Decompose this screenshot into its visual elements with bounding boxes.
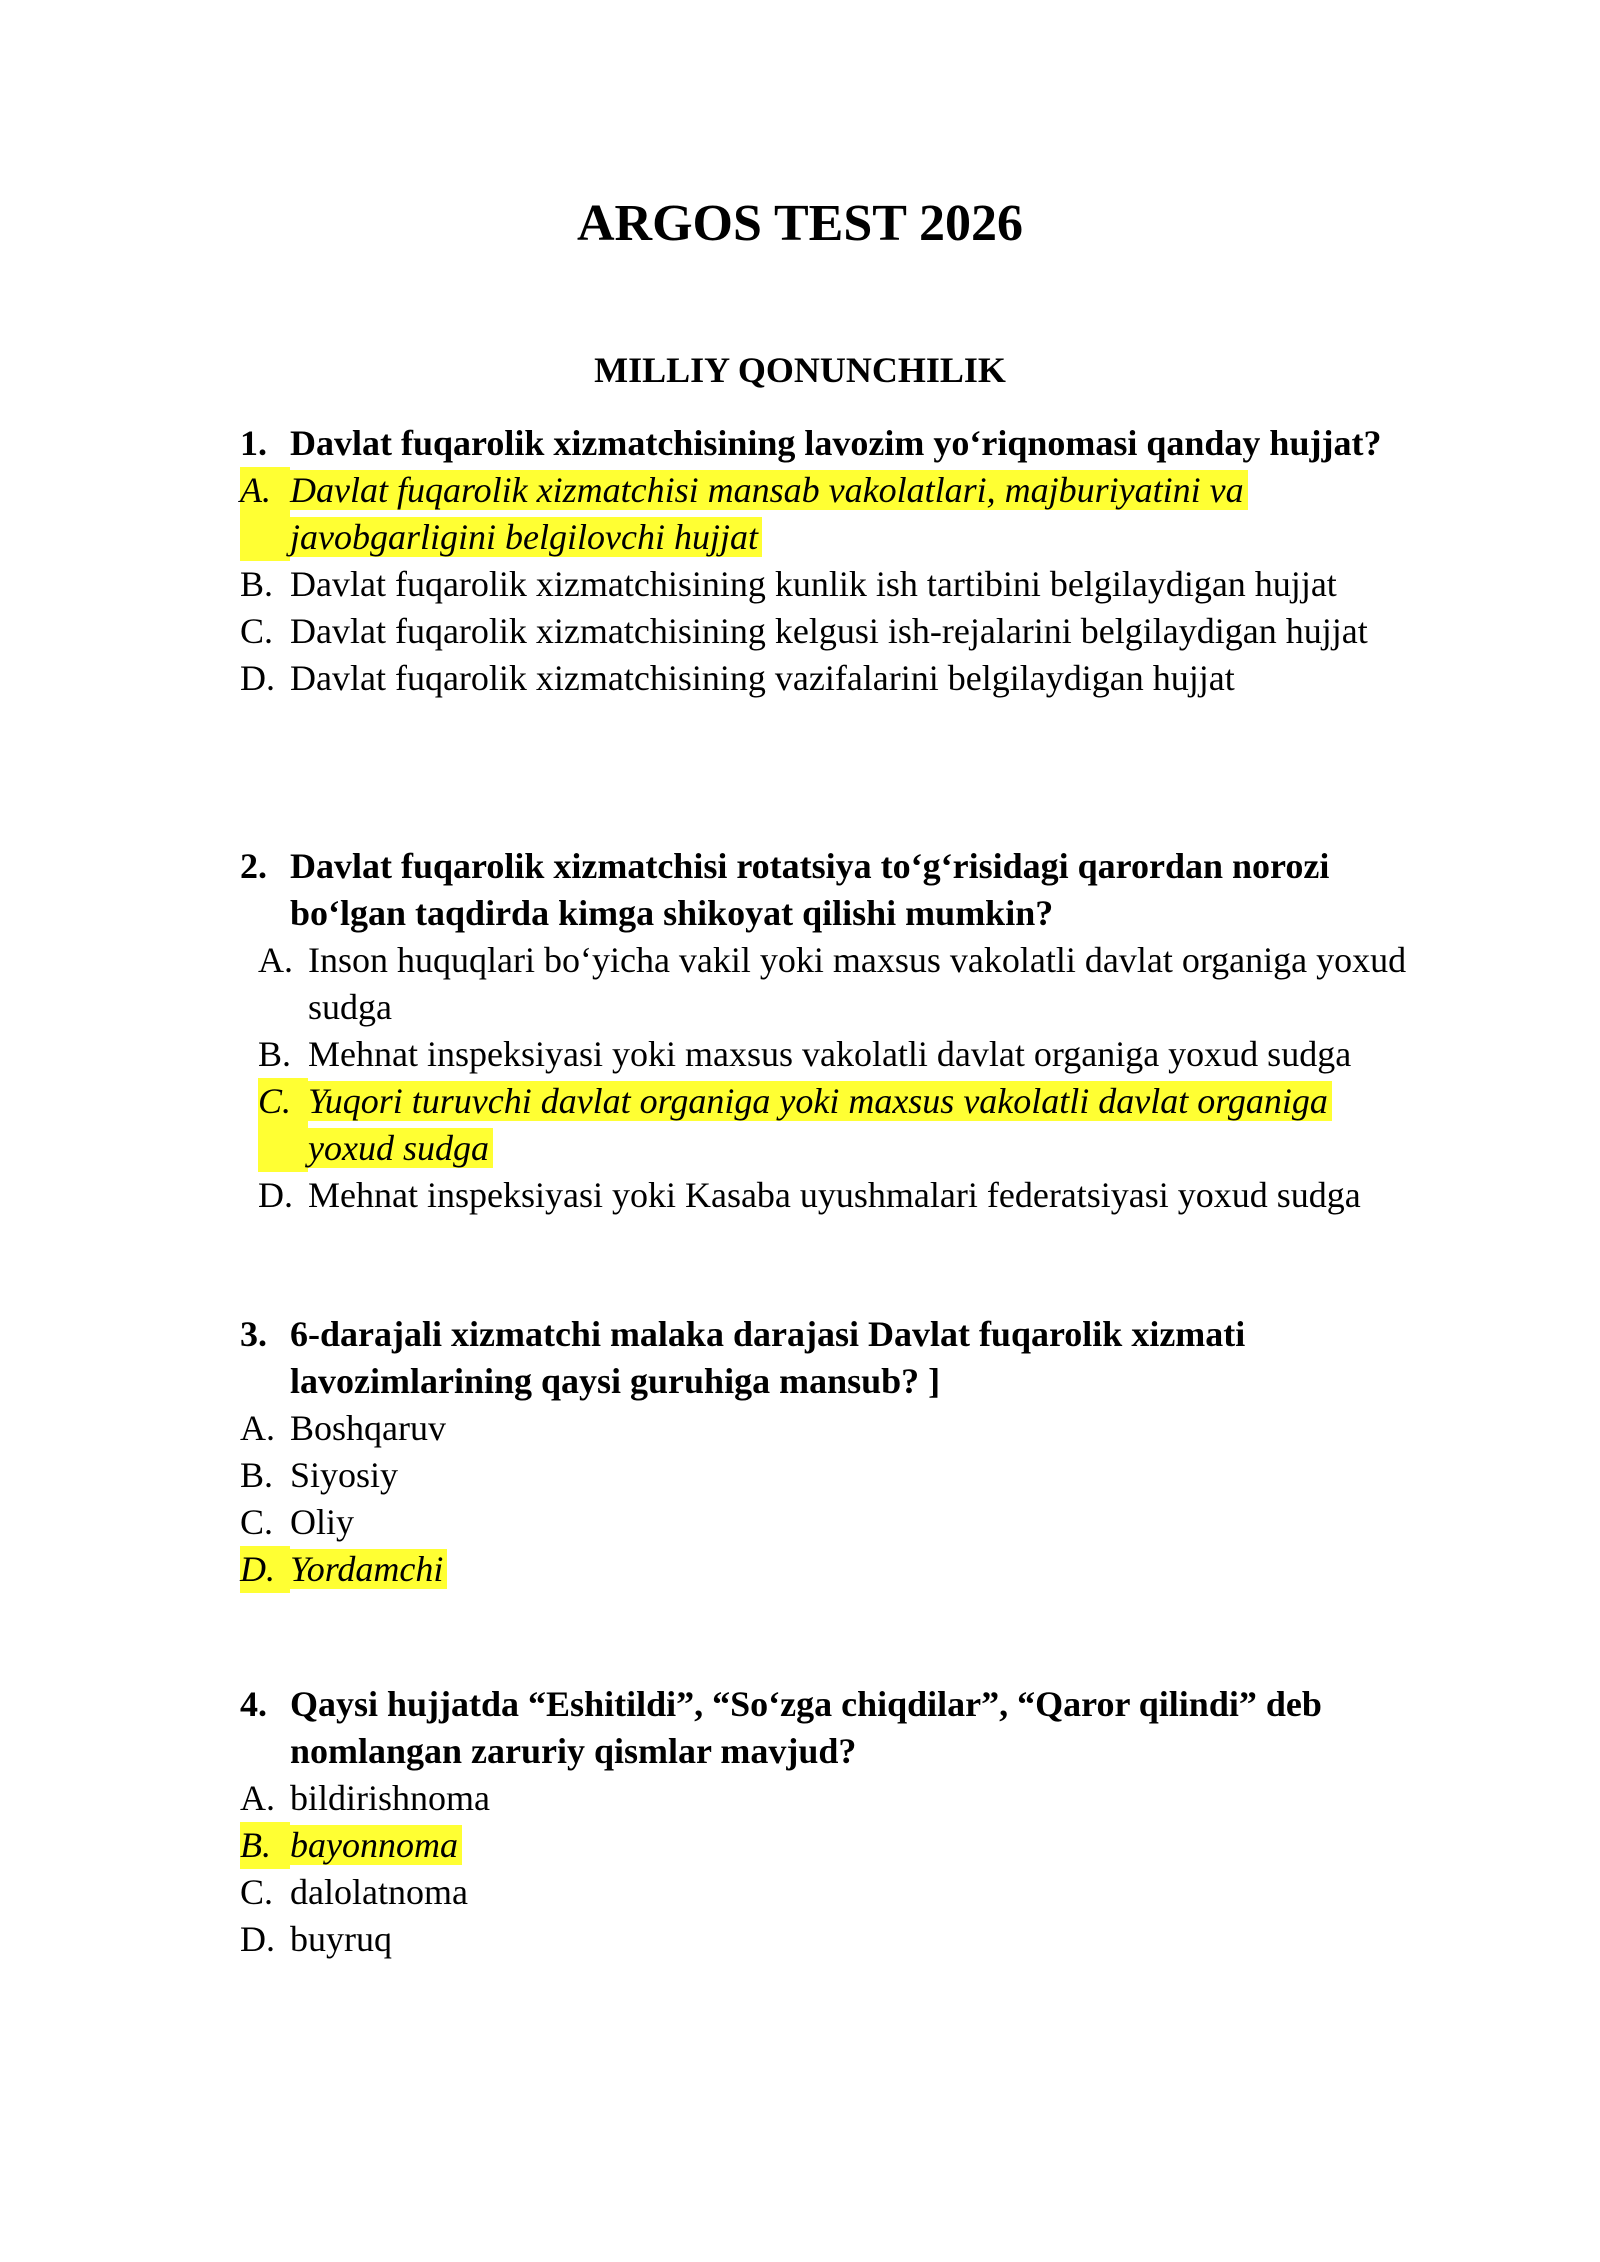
question-stem bbox=[240, 420, 1410, 467]
option-d bbox=[240, 1172, 1410, 1219]
question-text: 6-darajali xizmatchi malaka darajasi Davlat fuqarolik xizmati lavozimlarining qaysi guruhiga mansub? ] bbox=[290, 1314, 1246, 1401]
option-letter: B. bbox=[240, 1822, 290, 1869]
question-stem bbox=[240, 1311, 1410, 1405]
question-text: Qaysi hujjatda “Eshitildi”, “So‘zga chiqdilar”, “Qaror qilindi” deb nomlangan zaruriy qismlar mavjud? bbox=[290, 1684, 1322, 1771]
option-letter: B. bbox=[258, 1034, 292, 1074]
question-number: 1. bbox=[240, 423, 267, 463]
option-text: Davlat fuqarolik xizmatchisining kelgusi ish-rejalarini belgilaydigan hujjat bbox=[290, 611, 1368, 651]
question-3 bbox=[240, 1311, 1410, 1593]
option-text: buyruq bbox=[290, 1919, 392, 1959]
correct-answer-highlight: bayonnoma bbox=[290, 1825, 462, 1865]
option-a bbox=[240, 1405, 1410, 1452]
section-title: MILLIY QONUNCHILIK bbox=[594, 350, 1006, 390]
option-text: Oliy bbox=[290, 1502, 355, 1542]
option-letter: B. bbox=[240, 1455, 274, 1495]
question-stem bbox=[240, 843, 1410, 937]
question-text: Davlat fuqarolik xizmatchisining lavozim yo‘riqnomasi qanday hujjat? bbox=[290, 423, 1382, 463]
option-text: Davlat fuqarolik xizmatchisining kunlik ish tartibini belgilaydigan hujjat bbox=[290, 564, 1337, 604]
option-a bbox=[240, 937, 1410, 1031]
question-stem bbox=[240, 1681, 1410, 1775]
option-b bbox=[240, 1031, 1410, 1078]
correct-answer-highlight: Yuqori turuvchi davlat organiga yoki maxsus vakolatli davlat organiga yoxud sudga bbox=[308, 1081, 1332, 1168]
question-4 bbox=[240, 1681, 1410, 1963]
option-a bbox=[240, 1775, 1410, 1822]
option-d bbox=[240, 1916, 1410, 1963]
option-letter: C. bbox=[240, 1872, 274, 1912]
option-c bbox=[240, 1499, 1410, 1546]
option-c bbox=[240, 1078, 1410, 1172]
document-title: ARGOS TEST 2026 bbox=[576, 195, 1023, 252]
question-number: 2. bbox=[240, 846, 267, 886]
question-1 bbox=[240, 420, 1410, 702]
option-text: dalolatnoma bbox=[290, 1872, 468, 1912]
option-b bbox=[240, 1822, 1410, 1869]
option-c bbox=[240, 1869, 1410, 1916]
question-text: Davlat fuqarolik xizmatchisi rotatsiya to‘g‘risidagi qarordan norozi bo‘lgan taqdirda kimga shikoyat qilishi mumkin? bbox=[290, 846, 1330, 933]
option-a bbox=[240, 467, 1410, 561]
option-text: Mehnat inspeksiyasi yoki Kasaba uyushmalari federatsiyasi yoxud sudga bbox=[308, 1175, 1361, 1215]
option-letter: C. bbox=[240, 1502, 274, 1542]
option-text: Inson huquqlari bo‘yicha vakil yoki maxsus vakolatli davlat organiga yoxud sudga bbox=[308, 940, 1407, 1027]
option-letter: D. bbox=[240, 658, 275, 698]
option-letter: D. bbox=[240, 1546, 290, 1593]
option-c bbox=[240, 608, 1410, 655]
option-text: Siyosiy bbox=[290, 1455, 399, 1495]
question-2 bbox=[240, 843, 1410, 1219]
option-b bbox=[240, 1452, 1410, 1499]
option-letter: C. bbox=[240, 611, 274, 651]
option-text: Boshqaruv bbox=[290, 1408, 446, 1448]
option-letter: D. bbox=[240, 1919, 275, 1959]
option-text: Davlat fuqarolik xizmatchisining vazifalarini belgilaydigan hujjat bbox=[290, 658, 1235, 698]
option-letter: A. bbox=[240, 1408, 275, 1448]
option-letter: C. bbox=[258, 1078, 308, 1172]
option-text: bildirishnoma bbox=[290, 1778, 490, 1818]
question-number: 3. bbox=[240, 1314, 267, 1354]
option-d bbox=[240, 655, 1410, 702]
option-text: Mehnat inspeksiyasi yoki maxsus vakolatli davlat organiga yoxud sudga bbox=[308, 1034, 1352, 1074]
question-number: 4. bbox=[240, 1684, 267, 1724]
option-letter: A. bbox=[240, 467, 290, 561]
option-d bbox=[240, 1546, 1410, 1593]
option-letter: A. bbox=[258, 940, 293, 980]
option-letter: B. bbox=[240, 564, 274, 604]
correct-answer-highlight: Yordamchi bbox=[290, 1549, 447, 1589]
option-letter: A. bbox=[240, 1778, 275, 1818]
option-letter: D. bbox=[258, 1175, 293, 1215]
option-b bbox=[240, 561, 1410, 608]
correct-answer-highlight: Davlat fuqarolik xizmatchisi mansab vakolatlari, majburiyatini va javobgarligini belgilovchi hujjat bbox=[290, 470, 1248, 557]
